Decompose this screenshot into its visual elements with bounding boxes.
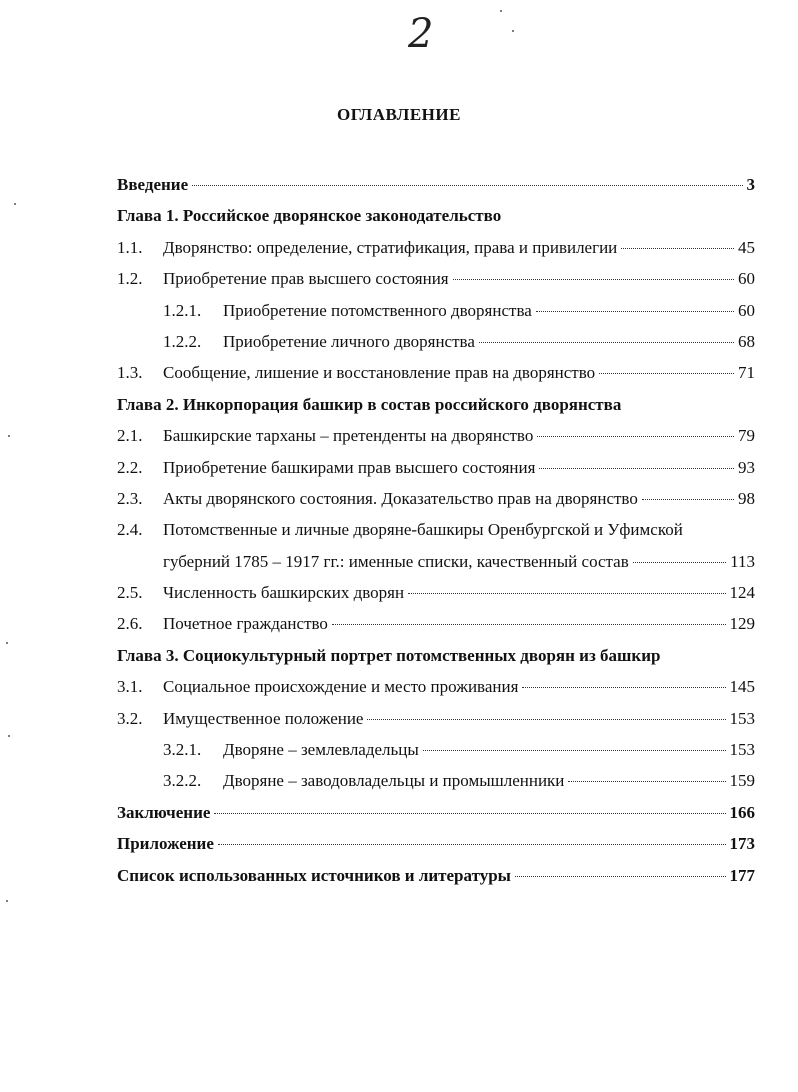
toc-page-number: 153 bbox=[729, 708, 755, 728]
toc-entry bbox=[117, 232, 755, 263]
toc-page-number: 93 bbox=[738, 457, 755, 477]
toc-main-section bbox=[117, 169, 755, 200]
dot-leader bbox=[515, 876, 726, 877]
toc-chapter-heading bbox=[117, 200, 755, 231]
toc-entry-number: 3.2. bbox=[117, 708, 143, 728]
toc-entry-text: Заключение bbox=[117, 802, 211, 822]
toc-page-number: 98 bbox=[738, 488, 755, 508]
dot-leader bbox=[633, 562, 726, 563]
dot-leader bbox=[192, 185, 742, 186]
toc-entry bbox=[117, 263, 755, 294]
toc-entry-number: 2.3. bbox=[117, 488, 143, 508]
toc-page-number: 68 bbox=[738, 331, 755, 351]
toc-main-section bbox=[117, 797, 755, 828]
toc-entry-number: 1.2.2. bbox=[163, 331, 202, 351]
dot-leader bbox=[332, 624, 726, 625]
toc-entry-number: 3.2.1. bbox=[163, 740, 202, 760]
scan-speck bbox=[6, 900, 8, 902]
toc-page-number: 145 bbox=[729, 677, 755, 697]
toc-entry bbox=[117, 577, 755, 608]
toc-entry-number: 1.2. bbox=[117, 269, 143, 289]
toc-entry-text: Почетное гражданство bbox=[163, 614, 328, 634]
toc-page-number: 177 bbox=[729, 865, 755, 885]
toc-page-number: 166 bbox=[729, 802, 755, 822]
toc-entry bbox=[117, 357, 755, 388]
toc-page-number: 71 bbox=[738, 363, 755, 383]
scan-speck bbox=[8, 435, 10, 437]
toc-main-section bbox=[117, 860, 755, 891]
toc-entry-text: Имущественное положение bbox=[163, 708, 364, 728]
toc-entry-number: 1.1. bbox=[117, 237, 143, 257]
toc-chapter-heading bbox=[117, 640, 755, 671]
scan-speck bbox=[14, 203, 16, 205]
toc-entry-text: Дворянство: определение, стратификация, права и привилегии bbox=[163, 237, 618, 257]
toc-entry bbox=[117, 452, 755, 483]
toc-entry-number: 3.2.2. bbox=[163, 771, 202, 791]
toc-entry-text: Дворяне – землевладельцы bbox=[223, 740, 419, 760]
toc-entry-text: Приобретение башкирами прав высшего состояния bbox=[163, 457, 536, 477]
toc-entry-text: Приложение bbox=[117, 834, 214, 854]
toc-entry-text: Список использованных источников и литературы bbox=[117, 865, 511, 885]
dot-leader bbox=[453, 279, 734, 280]
toc-entry-number: 3.1. bbox=[117, 677, 143, 697]
dot-leader bbox=[536, 311, 734, 312]
toc-entry bbox=[117, 608, 755, 639]
toc-page-number: 113 bbox=[730, 551, 755, 571]
toc-entry-number: 2.1. bbox=[117, 426, 143, 446]
scan-speck bbox=[500, 10, 502, 12]
toc-entry bbox=[117, 514, 755, 545]
toc-entry-text: Приобретение потомственного дворянства bbox=[223, 300, 532, 320]
scan-speck bbox=[8, 735, 10, 737]
scan-speck bbox=[6, 642, 8, 644]
dot-leader bbox=[479, 342, 734, 343]
dot-leader bbox=[621, 248, 734, 249]
toc-entry bbox=[117, 671, 755, 702]
dot-leader bbox=[539, 468, 734, 469]
toc-entry-text: Приобретение личного дворянства bbox=[223, 331, 475, 351]
toc-page-number: 173 bbox=[729, 834, 755, 854]
dot-leader bbox=[214, 813, 725, 814]
scan-speck bbox=[512, 30, 514, 32]
dot-leader bbox=[537, 436, 734, 437]
toc-entry-text: Акты дворянского состояния. Доказательство прав на дворянство bbox=[163, 488, 638, 508]
page-title: ОГЛАВЛЕНИЕ bbox=[337, 105, 461, 124]
toc-page-number: 124 bbox=[729, 583, 755, 603]
toc-main-section bbox=[117, 828, 755, 859]
toc-entry-text: Приобретение прав высшего состояния bbox=[163, 269, 449, 289]
toc-entry bbox=[117, 483, 755, 514]
toc-entry-text: Сообщение, лишение и восстановление прав на дворянство bbox=[163, 363, 596, 383]
toc-entry-number: 2.5. bbox=[117, 583, 143, 603]
toc-entry bbox=[117, 326, 755, 357]
dot-leader bbox=[367, 719, 725, 720]
toc-page-number: 3 bbox=[746, 175, 755, 194]
dot-leader bbox=[522, 687, 725, 688]
toc-entry-text: Социальное происхождение и место проживания bbox=[163, 677, 519, 697]
toc-page-number: 60 bbox=[738, 300, 755, 320]
dot-leader bbox=[408, 593, 725, 594]
toc-entry-continuation bbox=[117, 546, 755, 577]
toc-entry-text: Башкирские тарханы – претенденты на дворянство bbox=[163, 426, 534, 446]
toc-entry bbox=[117, 420, 755, 451]
toc-entry-text: Потомственные и личные дворяне-башкиры Оренбургской и Уфимской bbox=[163, 520, 683, 540]
toc-entry-text: Введение bbox=[117, 175, 189, 194]
toc-entry-number: 2.4. bbox=[117, 520, 143, 540]
toc-page-number: 153 bbox=[729, 740, 755, 760]
toc-entry bbox=[117, 765, 755, 796]
toc-page-number: 79 bbox=[738, 426, 755, 446]
toc-entry-text: Глава 2. Инкорпорация башкир в состав российского дворянства bbox=[117, 394, 622, 414]
toc-entry-number: 2.6. bbox=[117, 614, 143, 634]
toc-entry-text: Численность башкирских дворян bbox=[163, 583, 405, 603]
handwritten-page-number: 2 bbox=[408, 11, 434, 57]
toc-entry-text: губерний 1785 – 1917 гг.: именные списки, качественный состав bbox=[163, 551, 629, 571]
toc-chapter-heading bbox=[117, 389, 755, 420]
toc-entry-text: Глава 1. Российское дворянское законодательство bbox=[117, 206, 502, 226]
dot-leader bbox=[642, 499, 734, 500]
toc-page-number: 129 bbox=[729, 614, 755, 634]
toc-entry bbox=[117, 734, 755, 765]
table-of-contents bbox=[117, 169, 755, 891]
dot-leader bbox=[568, 781, 725, 782]
toc-entry bbox=[117, 703, 755, 734]
toc-page-number: 159 bbox=[729, 771, 755, 791]
toc-entry-number: 1.3. bbox=[117, 363, 143, 383]
dot-leader bbox=[423, 750, 726, 751]
toc-entry bbox=[117, 295, 755, 326]
toc-page-number: 45 bbox=[738, 237, 755, 257]
toc-page-number: 60 bbox=[738, 269, 755, 289]
toc-entry-text: Дворяне – заводовладельцы и промышленники bbox=[223, 771, 565, 791]
dot-leader bbox=[218, 844, 726, 845]
toc-entry-text: Глава 3. Социокультурный портрет потомственных дворян из башкир bbox=[117, 645, 661, 665]
toc-entry-number: 1.2.1. bbox=[163, 300, 202, 320]
dot-leader bbox=[599, 373, 734, 374]
toc-entry-number: 2.2. bbox=[117, 457, 143, 477]
